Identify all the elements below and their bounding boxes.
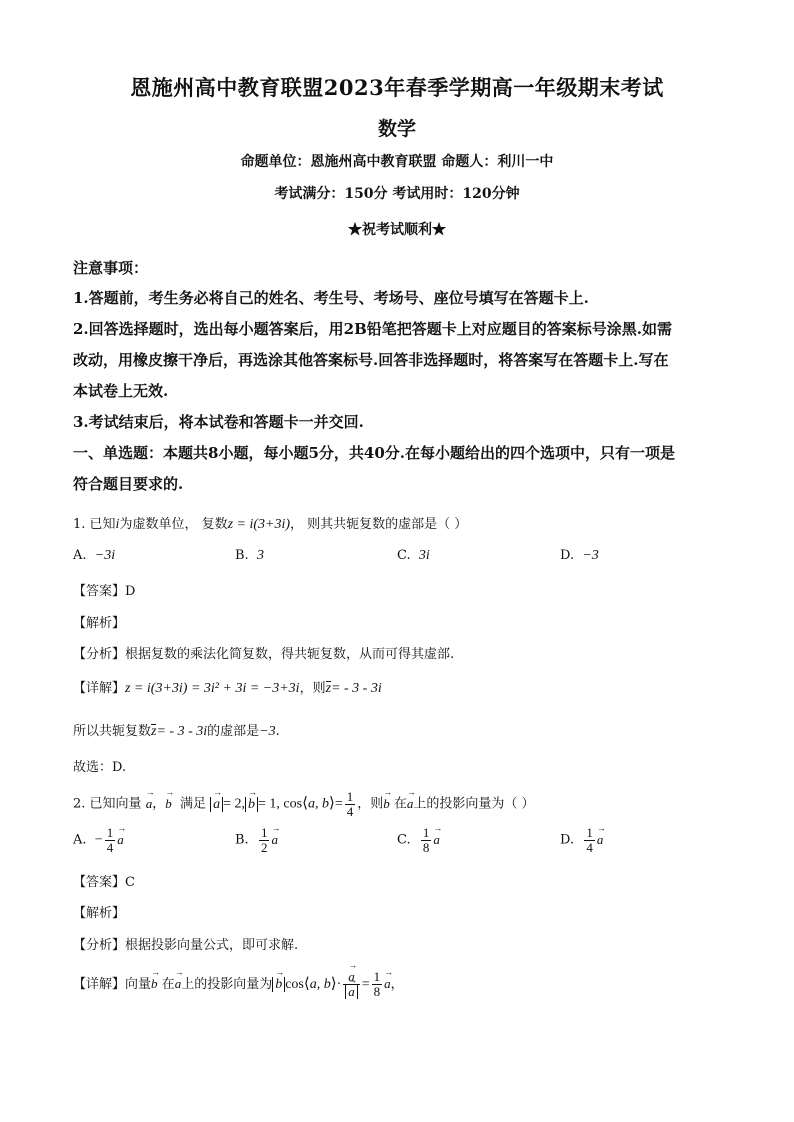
q1-detail-conj: = - 3 - 3i — [331, 681, 382, 696]
q2-cos-fraction: $\frac{1}{4}$ — [346, 789, 354, 819]
q2-stem: 2. 已知向量 → a，→ b 满足 → a = 2,→ b = 1, cos⟨a, b⟩= $\frac{1}{4}$ ，则→ b 在→ a上的投影向量为（ ） — [73, 790, 535, 818]
q2-answer: 【答案】C — [73, 875, 135, 890]
q2-result-fraction: $\frac{1}{8}$ — [373, 969, 381, 999]
q1-conclusion: 所以共轭复数z= - 3 - 3i的虚部是−3. — [73, 724, 280, 739]
section-heading-line1: 一、单选题：本题共8小题，每小题5分，共40分.在每小题给出的四个选项中，只有一项是 — [73, 444, 675, 462]
q2-detail: 【详解】向量→ b 在→ a上的投影向量为→ b cos⟨a, b⟩· → a → a = $\frac{1}{8}$ → a， — [73, 970, 404, 999]
q1-detail: 【详解】z = i(3+3i) = 3i² + 3i = −3+3i，则z= - 3 - 3i — [73, 681, 382, 696]
exam-time-info: 考试满分：150分 考试用时：120分钟 — [274, 186, 520, 202]
q2-option-d: D. $\frac{1}{4}$ → a — [560, 826, 603, 854]
note-3: 3.考试结束后，将本试卷和答题卡一并交回. — [73, 413, 364, 431]
q1-conj-z-2: z — [151, 724, 157, 739]
q1-option-b: B. 3 — [235, 548, 264, 563]
q1-option-a: A. −3i — [73, 548, 116, 563]
q1-choose: 故选：D. — [73, 760, 127, 775]
q2-option-a: A. − $\frac{1}{4}$ → a — [73, 826, 124, 854]
q1-analysis-heading: 【解析】 — [73, 616, 126, 631]
exam-wish: ★祝考试顺利★ — [348, 222, 446, 238]
q2-option-b: B. $\frac{1}{2}$ → a — [235, 826, 278, 854]
q2-analysis-heading: 【解析】 — [73, 906, 126, 921]
q1-analysis: 【分析】根据复数的乘法化简复数，得共轭复数，从而可得其虚部. — [73, 647, 455, 662]
note-2a: 2.回答选择题时，选出每小题答案后，用2B铅笔把答题卡上对应题目的答案标号涂黑.如需 — [73, 320, 673, 338]
q1-conj-z: z — [325, 681, 332, 696]
exam-subject: 数学 — [377, 118, 416, 140]
notes-heading: 注意事项： — [73, 259, 149, 277]
q1-answer: 【答案】D — [73, 584, 136, 599]
exam-title: 恩施州高中教育联盟2023年春季学期高一年级期末考试 — [130, 75, 664, 100]
note-2c: 本试卷上无效. — [73, 382, 169, 400]
exam-author-info: 命题单位：恩施州高中教育联盟 命题人：利川一中 — [240, 154, 554, 170]
q1-unit-var: i — [115, 517, 120, 532]
q1-stem: 1. 已知i为虚数单位， 复数z = i(3+3i)， 则其共轭复数的虚部是（ ） — [73, 517, 468, 532]
q1-z-expr: z = i(3+3i) — [227, 517, 291, 532]
q1-option-c: C. 3i — [397, 548, 430, 563]
q2-analysis: 【分析】根据投影向量公式，即可求解. — [73, 938, 299, 953]
q2-option-c: C. $\frac{1}{8}$ → a — [397, 826, 440, 854]
q2-vec-b: → b — [165, 796, 172, 812]
section-heading-line2: 符合题目要求的. — [73, 475, 184, 493]
q1-option-d: D. −3 — [560, 548, 599, 563]
note-2b: 改动，用橡皮擦干净后，再选涂其他答案标号.回答非选择题时，将答案写在答题卡上.写在 — [73, 351, 669, 369]
q2-vec-a: → a — [146, 796, 153, 812]
q1-detail-expr: z = i(3+3i) = 3i² + 3i = −3+3i — [125, 681, 300, 696]
note-1: 1.答题前，考生务必将自己的姓名、考生号、考场号、座位号填写在答题卡上. — [73, 289, 589, 307]
